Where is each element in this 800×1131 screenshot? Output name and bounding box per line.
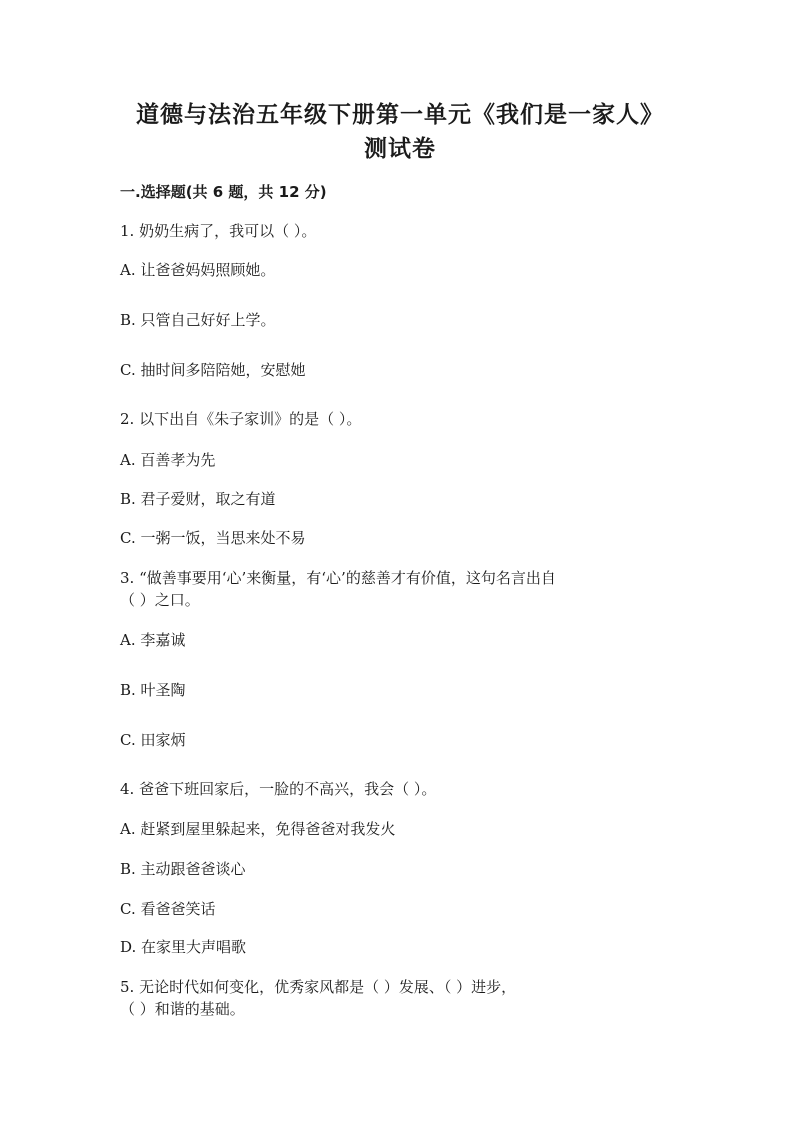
page-title: 道德与法治五年级下册第一单元《我们是一家人》	[136, 102, 664, 128]
question-2-option-c: C. 一粥一饭，当思来处不易	[120, 529, 306, 547]
question-3-option-a: A. 李嘉诚	[120, 631, 186, 649]
question-1-stem: 1. 奶奶生病了，我可以（ ）。	[120, 222, 317, 240]
question-3-option-c: C. 田家炳	[120, 731, 186, 749]
question-4-option-a: A. 赶紧到屋里躲起来，免得爸爸对我发火	[120, 820, 396, 838]
question-5-stem-line-2: （ ）和谐的基础。	[120, 1000, 245, 1018]
question-4-option-b: B. 主动跟爸爸谈心	[120, 860, 246, 878]
question-2-stem: 2. 以下出自《朱子家训》的是（ ）。	[120, 410, 362, 428]
question-2-option-b: B. 君子爱财，取之有道	[120, 490, 276, 508]
question-5-stem-line-1: 5. 无论时代如何变化，优秀家风都是（ ）发展、（ ）进步，	[120, 978, 517, 996]
page-subtitle: 测试卷	[364, 136, 436, 162]
question-4-stem: 4. 爸爸下班回家后，一脸的不高兴，我会（ ）。	[120, 780, 437, 798]
question-1-option-b: B. 只管自己好好上学。	[120, 311, 276, 329]
question-3-stem-line-1: 3. “做善事要用‘心’来衡量，有‘心’的慈善才有价值，这句名言出自	[120, 569, 556, 587]
question-1-option-a: A. 让爸爸妈妈照顾她。	[120, 261, 276, 279]
question-4-option-d: D. 在家里大声唱歌	[120, 938, 247, 956]
question-1-option-c: C. 抽时间多陪陪她，安慰她	[120, 361, 306, 379]
question-4-option-c: C. 看爸爸笑话	[120, 900, 216, 918]
section-heading: 一.选择题(共 6 题，共 12 分)	[120, 183, 327, 201]
question-3-option-b: B. 叶圣陶	[120, 681, 186, 699]
question-3-stem-line-2: （ ）之口。	[120, 591, 200, 609]
question-2-option-a: A. 百善孝为先	[120, 451, 216, 469]
